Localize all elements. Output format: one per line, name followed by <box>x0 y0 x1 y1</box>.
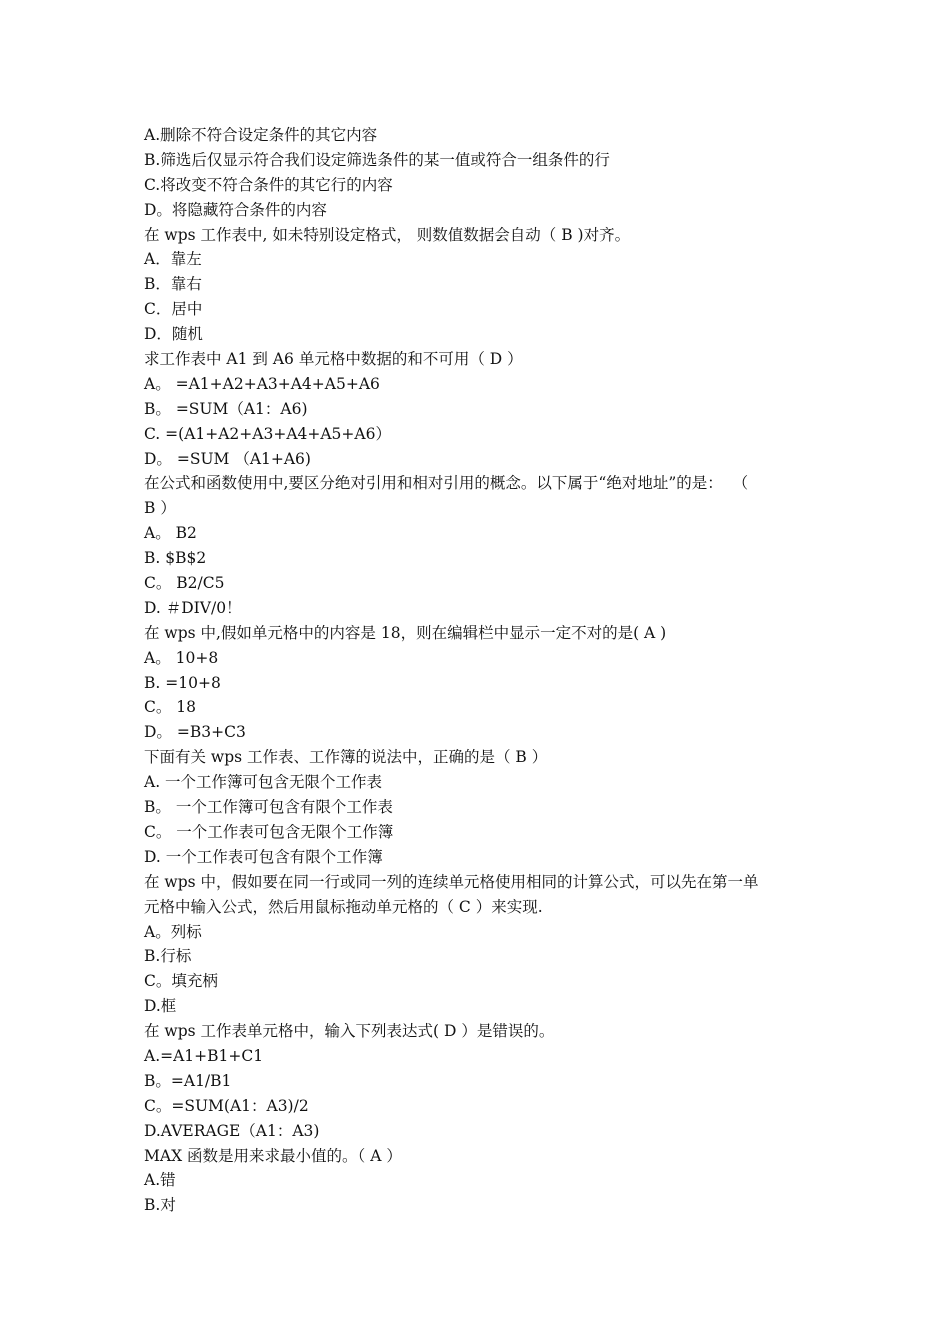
question-text: 在 wps 中，假如要在同一行或同一列的连续单元格使用相同的计算公式，可以先在第一单 <box>144 872 759 891</box>
option-text: B。 =SUM（A1：A6) <box>144 399 308 418</box>
option-text: A。列标 <box>144 922 202 941</box>
option-text: D.AVERAGE（A1：A3) <box>144 1121 320 1140</box>
question-text: 在公式和函数使用中,要区分绝对引用和相对引用的概念。以下属于“绝对地址”的是： （ <box>144 474 749 493</box>
question-text: MAX 函数是用来求最小值的。（ A ） <box>144 1146 402 1165</box>
option-text: A。 10+8 <box>144 648 219 667</box>
question-text-continued: B ） <box>144 499 176 518</box>
option-text: A.=A1+B1+C1 <box>144 1046 264 1065</box>
option-text: B. $B$2 <box>144 549 207 568</box>
option-text: B．靠右 <box>144 275 202 294</box>
option-text: B。=A1/B1 <box>144 1071 232 1090</box>
option-text: A. 一个工作簿可包含无限个工作表 <box>144 773 383 792</box>
option-text: D. ＃DIV/0！ <box>144 598 242 617</box>
option-text: D。将隐藏符合条件的内容 <box>144 200 327 219</box>
question-text-continued: 元格中输入公式，然后用鼠标拖动单元格的（ C ）来实现. <box>144 897 543 916</box>
question-text: 在 wps 工作表中, 如未特别设定格式， 则数值数据会自动（ B )对齐。 <box>144 225 631 244</box>
option-text: C。 18 <box>144 698 197 717</box>
option-text: D。 =B3+C3 <box>144 723 246 742</box>
option-text: A。 B2 <box>144 524 197 543</box>
option-text: D.框 <box>144 997 177 1016</box>
option-text: A.错 <box>144 1171 176 1190</box>
option-text: D。 =SUM （A1+A6) <box>144 449 311 468</box>
option-text: B. =10+8 <box>144 673 221 692</box>
option-text: C。=SUM(A1：A3)/2 <box>144 1096 309 1115</box>
question-text: 在 wps 工作表单元格中，输入下列表达式( D ）是错误的。 <box>144 1022 555 1041</box>
question-text: 求工作表中 A1 到 A6 单元格中数据的和不可用（ D ） <box>144 350 523 369</box>
option-text: B.筛选后仅显示符合我们设定筛选条件的某一值或符合一组条件的行 <box>144 150 610 169</box>
option-text: B.对 <box>144 1196 176 1215</box>
option-text: A。 =A1+A2+A3+A4+A5+A6 <box>144 374 380 393</box>
option-text: C。 B2/C5 <box>144 574 225 593</box>
option-text: D. 一个工作表可包含有限个工作簿 <box>144 847 383 866</box>
option-text: A.删除不符合设定条件的其它内容 <box>144 126 378 144</box>
option-text: B.行标 <box>144 947 192 966</box>
question-text: 在 wps 中,假如单元格中的内容是 18，则在编辑栏中显示一定不对的是( A ) <box>144 623 667 642</box>
option-text: A．靠左 <box>144 250 202 269</box>
option-text: C。 一个工作表可包含无限个工作簿 <box>144 822 394 841</box>
option-text: B。 一个工作簿可包含有限个工作表 <box>144 798 393 817</box>
option-text: C。填充柄 <box>144 972 218 991</box>
document-body <box>144 123 810 1218</box>
option-text: C. =(A1+A2+A3+A4+A5+A6） <box>144 424 391 443</box>
option-text: C．居中 <box>144 300 203 319</box>
question-text: 下面有关 wps 工作表、工作簿的说法中，正确的是（ B ） <box>144 748 548 767</box>
option-text: C.将改变不符合条件的其它行的内容 <box>144 175 393 194</box>
option-text: D．随机 <box>144 325 203 344</box>
